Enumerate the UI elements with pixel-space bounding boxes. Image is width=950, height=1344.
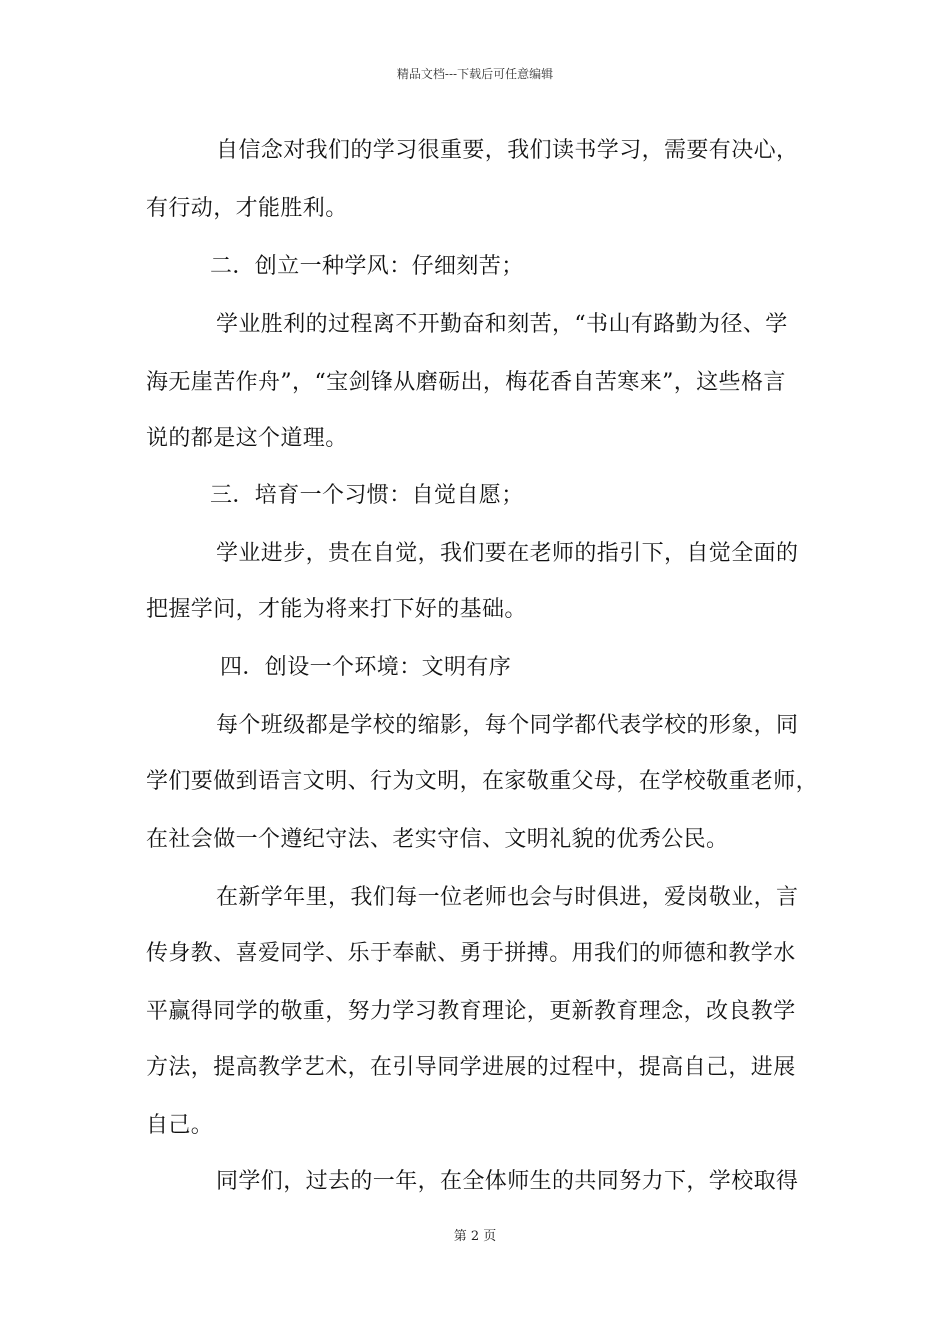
- section-heading: 四．创设一个环境：文明有序: [220, 655, 512, 680]
- text-line: 在新学年里，我们每一位老师也会与时俱进，爱岗敬业，言: [216, 885, 799, 910]
- text-line: 同学们，过去的一年，在全体师生的共同努力下，学校取得: [216, 1169, 799, 1194]
- text-line: 学们要做到语言文明、行为文明，在家敬重父母，在学校敬重老师，: [146, 769, 819, 794]
- text-line: 方法，提高教学艺术，在引导同学进展的过程中，提高自己，进展: [146, 1055, 796, 1080]
- page-header: 精品文档---下载后可任意编辑: [396, 67, 554, 81]
- section-heading: 三．培育一个习惯：自觉自愿；: [210, 483, 524, 508]
- text-line: 把握学问，才能为将来打下好的基础。: [146, 597, 527, 622]
- text-line: 说的都是这个道理。: [146, 426, 348, 451]
- page-number: 第 2 页: [453, 1229, 497, 1244]
- text-line: 平赢得同学的敬重，努力学习教育理论，更新教育理念，改良教学: [146, 999, 796, 1024]
- section-heading: 二．创立一种学风：仔细刻苦；: [210, 254, 524, 279]
- text-line: 每个班级都是学校的缩影，每个同学都代表学校的形象，同: [216, 713, 799, 738]
- text-line: 海无崖苦作舟”，“宝剑锋从磨砺出，梅花香自苦寒来”，这些格言: [146, 370, 786, 395]
- text-line: 在社会做一个遵纪守法、老实守信、文明礼貌的优秀公民。: [146, 827, 729, 852]
- text-line: 有行动，才能胜利。: [146, 196, 348, 221]
- text-line: 自己。: [146, 1113, 214, 1138]
- text-line: 学业胜利的过程离不开勤奋和刻苦，“书山有路勤为径、学: [216, 312, 788, 337]
- text-line: 传身教、喜爱同学、乐于奉献、勇于拼搏。用我们的师德和教学水: [146, 941, 796, 966]
- text-line: 自信念对我们的学习很重要，我们读书学习，需要有决心，: [216, 138, 799, 163]
- text-line: 学业进步，贵在自觉，我们要在老师的指引下，自觉全面的: [216, 541, 799, 566]
